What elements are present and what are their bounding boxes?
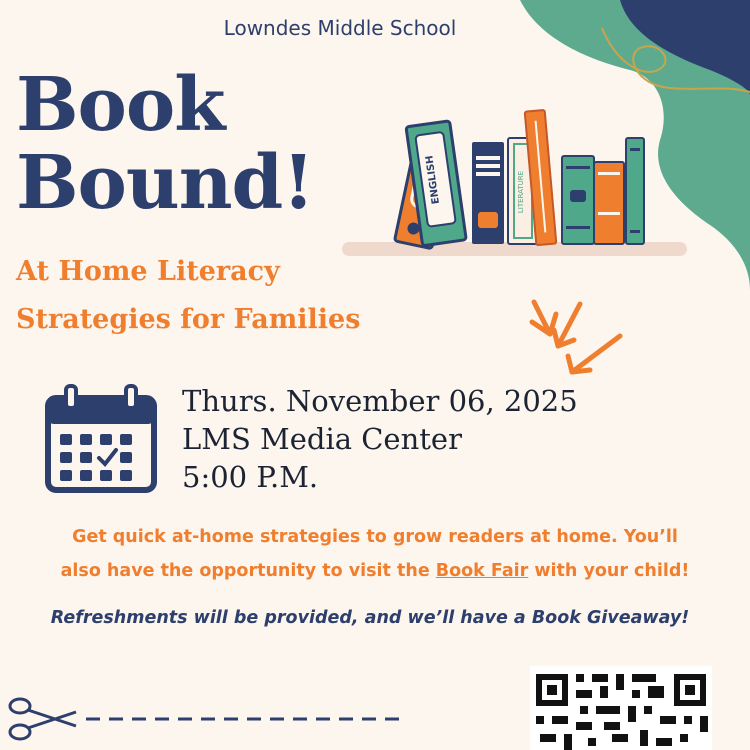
bookshelf-illustration [340,100,690,270]
qr-code [530,666,712,750]
page-title [16,62,314,226]
description-text-after: with your child! [528,561,690,581]
event-date: Thurs. November 06, 2025 [182,384,578,418]
book-orange-short [594,162,624,244]
title-line-1: Book [16,62,225,148]
cut-line [6,696,406,750]
school-name: Lowndes Middle School [223,16,457,40]
description-line-2 [0,554,750,588]
english-label: ENGLISH [424,154,442,205]
arrow-icon [520,290,640,390]
event-description [0,520,750,588]
event-time: 5:00 P.M. [182,460,319,494]
book-teal [562,156,594,244]
subtitle-line-2: Strategies for Families [16,304,361,335]
description-line-1: Get quick at-home strategies to grow readers at home. You’ll [72,527,678,547]
event-location: LMS Media Center [182,422,462,456]
book-fair-link[interactable]: Book Fair [435,561,529,581]
subtitle [16,248,360,344]
title-line-2: Bound! [16,140,314,226]
book-navy [472,142,504,244]
description-text-before: also have the opportunity to visit the [60,561,436,581]
event-details [182,382,578,496]
refreshments-note: Refreshments will be provided, and we’ll have a Book Giveaway! [50,608,690,628]
calendar-icon [44,384,158,494]
literature-label: LITERATURE [517,170,525,214]
book-teal-thin [626,138,644,244]
subtitle-line-1: At Home Literacy [16,256,280,287]
scissors-icon [10,699,76,739]
